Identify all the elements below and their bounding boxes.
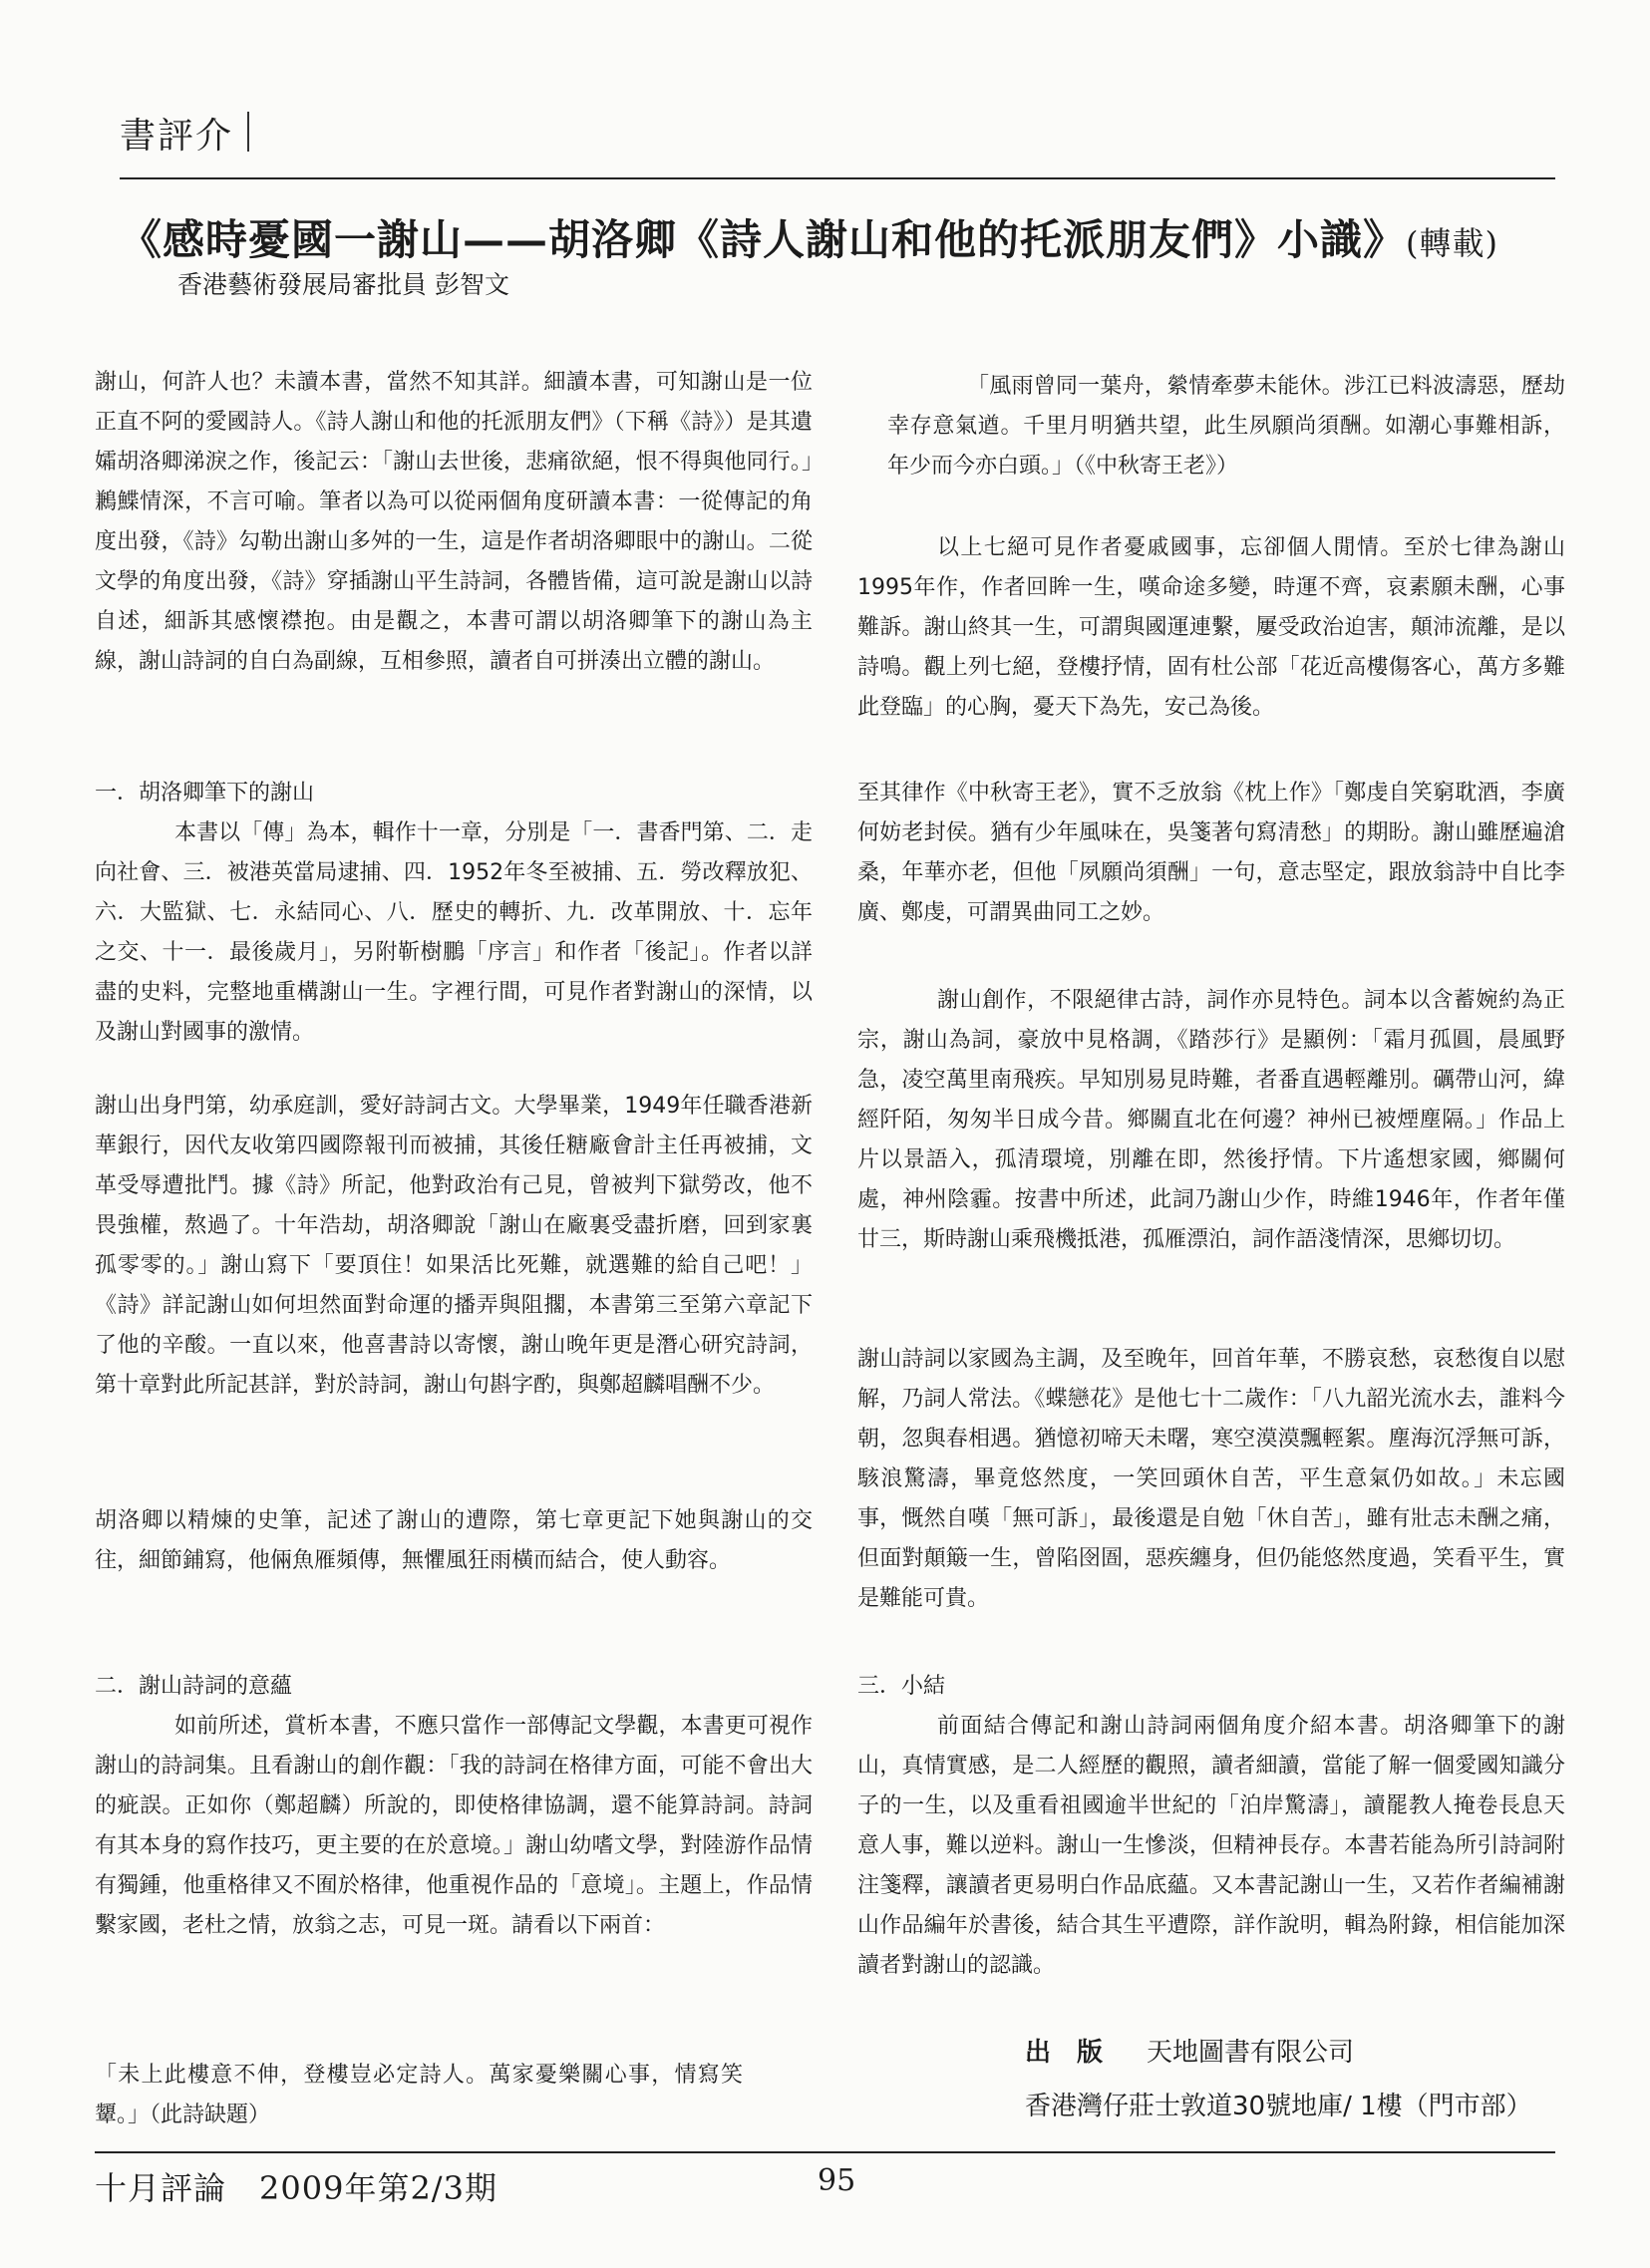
footer-journal: 十月評論 2009年第2/3期: [95, 2169, 497, 2207]
publisher-name: 天地圖書有限公司: [1147, 2038, 1355, 2068]
paragraph-ci: 謝山創作，不限絕律古詩，詞作亦見特色。詞本以含蓄婉約為正宗，謝山為詞，豪放中見格調，《踏莎行》是顯例：「霜月孤圓，晨風野急，凌空萬里南飛疾。早知別易見時難，者番直遇輕離別。礪帶山河，緯經阡陌，匆匆半日成今昔。鄉關直北在何邊？神州已被煙塵隔。」作品上片以景語入，孤清環境，別離在即，然後抒情。下片遙想家國，鄉關何處，神州陰霾。按書中所述，此詞乃謝山少作，時維1946年，作者年僅廿三，斯時謝山乘飛機抵港，孤雁漂泊，詞作語淺情深，思鄉切切。: [857, 988, 1565, 1252]
right-column-section-3: [857, 1667, 1565, 1986]
title-main: 《感時憂國一謝山——胡洛卿《詩人謝山和他的托派朋友們》小識》: [120, 215, 1407, 264]
bottom-rule: [95, 2151, 1555, 2153]
poem-quote-2: [857, 367, 1565, 486]
section-label: 書評介: [120, 116, 234, 157]
page-number: 95: [818, 2163, 856, 2198]
title-note: (轉載): [1406, 224, 1498, 262]
paragraph-intro: 謝山，何許人也？未讀本書，當然不知其詳。細讀本書，可知謝山是一位正直不阿的愛國詩人。《詩人謝山和他的托派朋友們》（下稱《詩》）是其遺孀胡洛卿涕淚之作，後記云：「謝山去世後，悲痛欲絕，恨不得與他同行。」鶼鰈情深，不言可喻。筆者以為可以從兩個角度研讀本書：一從傳記的角度出發，《詩》勾勒出謝山多舛的一生，這是作者胡洛卿眼中的謝山。二從文學的角度出發，《詩》穿插謝山平生詩詞，各體皆備，這可說是謝山以詩自述，細訴其感懷襟抱。由是觀之，本書可謂以胡洛卿筆下的謝山為主線，謝山詩詞的自白為副線，互相參照，讀者自可拼湊出立體的謝山。: [95, 370, 813, 674]
section-divider: [247, 112, 249, 152]
paragraph-relationship: 胡洛卿以精煉的史筆，記述了謝山的遭際，第七章更記下她與謝山的交往，細節鋪寫，他倆魚雁頻傳，無懼風狂雨橫而結合，使人動容。: [95, 1508, 813, 1573]
publisher-address: 香港灣仔莊士敦道30號地庫/ 1樓（門市部）: [1025, 2092, 1532, 2121]
heading-section-2: 二．謝山詩詞的意蘊: [95, 1674, 293, 1699]
publisher-label: 出版: [1025, 2038, 1130, 2068]
poem-quote-1: [95, 2056, 743, 2135]
right-column-late-works: [857, 1340, 1565, 1619]
poem-1: 「未上此樓意不伸，登樓豈必定詩人。萬家憂樂關心事，情寫笑顰。」（此詩缺題）: [95, 2063, 743, 2127]
poem-2: 「風雨曾同一葉舟，縈情牽夢未能休。涉江已料波濤惡，歷劫幸存意氣遒。千里月明猶共望，此生夙願尚須酬。如潮心事難相訴，年少而今亦白頭。」（《中秋寄王老》）: [887, 374, 1565, 479]
left-column-section-1: [95, 774, 813, 1053]
article-title: [120, 207, 1575, 267]
paragraph-late-works: 謝山詩詞以家國為主調，及至晚年，回首年華，不勝哀愁，哀愁復自以慰解，乃詞人常法。《蝶戀花》是他七十二歲作：「八九韶光流水去，誰料今朝，忽與春相遇。猶憶初啼天未曙，寒空漠漠飄輕絮。塵海沉浮無可訴，駭浪驚濤，畢竟悠然度，一笑回頭休自苦，平生意氣仍如故。」未忘國事，慨然自嘆「無可訴」，最後還是自勉「休自苦」，雖有壯志未酬之痛，但面對顛簸一生，曾陷囹圄，惡疾纏身，但仍能悠然度過，笑看平生，實是難能可貴。: [857, 1347, 1565, 1611]
right-column-ci: [857, 981, 1565, 1260]
left-column-biography: [95, 1087, 813, 1406]
paragraph-summary: 前面結合傳記和謝山詩詞兩個角度介紹本書。胡洛卿筆下的謝山，真情實感，是二人經歷的觀照，讀者細讀，當能了解一個愛國知識分子的一生，以及重看祖國逾半世紀的「泊岸驚濤」，讀罷教人掩卷長息天意人事，難以逆料。謝山一生慘淡，但精神長存。本書若能為所引詩詞附注箋釋，讓讀者更易明白作品底蘊。又本書記謝山一生，又若作者編補謝山作品編年於書後，結合其生平遭際，詳作說明，輯為附錄，相信能加深讀者對謝山的認識。: [857, 1714, 1565, 1978]
left-column-section-2: [95, 1667, 813, 1946]
paragraph-chapters: 本書以「傳」為本，輯作十一章，分別是「一．書香門第、二．走向社會、三．被港英當局逮捕、四．1952年冬至被捕、五．勞改釋放犯、六．大監獄、七．永結同心、八．歷史的轉折、九．改革開放、十．忘年之交、十一．最後歲月」，另附靳樹鵬「序言」和作者「後記」。作者以詳盡的史料，完整地重構謝山一生。字裡行間，可見作者對謝山的深情，以及謝山對國事的激情。: [95, 820, 813, 1045]
heading-section-3: 三．小結: [857, 1674, 946, 1699]
paragraph-lu-you: 至其律作《中秋寄王老》，實不乏放翁《枕上作》「鄭虔自笑窮耽酒，李廣何妨老封侯。猶有少年風味在，吳箋著句寫清愁」的期盼。謝山雖歷遍滄桑，年華亦老，但他「夙願尚須酬」一句，意志堅定，跟放翁詩中自比李廣、鄭虔，可謂異曲同工之妙。: [857, 781, 1565, 925]
left-column-relationship: [95, 1501, 813, 1581]
top-rule: [120, 177, 1555, 179]
paragraph-poetics: 如前所述，賞析本書，不應只當作一部傳記文學觀，本書更可視作謝山的詩詞集。且看謝山的創作觀：「我的詩詞在格律方面，可能不會出大的疵誤。正如你（鄭超麟）所說的，即使格律協調，還不能算詩詞。詩詞有其本身的寫作技巧，更主要的在於意境。」謝山幼嗜文學，對陸游作品情有獨鍾，他重格律又不囿於格律，他重視作品的「意境」。主題上，作品情繫家國，老杜之情，放翁之志，可見一斑。請看以下兩首：: [95, 1714, 813, 1938]
byline: 香港藝術發展局審批員 彭智文: [177, 270, 509, 299]
heading-section-1: 一．胡洛卿筆下的謝山: [95, 781, 315, 806]
right-column-lu-you: [857, 774, 1565, 933]
left-column: [95, 363, 813, 682]
paragraph-analysis: 以上七絕可見作者憂戚國事，忘卻個人閒情。至於七律為謝山1995年作，作者回眸一生，嘆命途多變，時運不齊，哀素願未酬，心事難訴。謝山終其一生，可謂與國運連繫，屢受政治迫害，顛沛流離，是以詩鳴。觀上列七絕，登樓抒情，固有杜公部「花近高樓傷客心，萬方多難此登臨」的心胸，憂天下為先，安己為後。: [857, 535, 1565, 720]
right-column-analysis: [857, 528, 1565, 728]
paragraph-biography: 謝山出身門第，幼承庭訓，愛好詩詞古文。大學畢業，1949年任職香港新華銀行，因代友收第四國際報刊而被捕，其後任糖廠會計主任再被捕，文革受辱遭批鬥。據《詩》所記，他對政治有己見，曾被判下獄勞改，他不畏強權，熬過了。十年浩劫，胡洛卿說「謝山在廠裏受盡折磨，回到家裏孤零零的。」謝山寫下「要頂住！如果活比死難，就選難的給自己吧！」《詩》詳記謝山如何坦然面對命運的播弄與阻擱，本書第三至第六章記下了他的辛酸。一直以來，他喜書詩以寄懷，謝山晚年更是潛心研究詩詞，第十章對此所記甚詳，對於詩詞，謝山句斟字酌，與鄭超麟唱酬不少。: [95, 1094, 813, 1398]
